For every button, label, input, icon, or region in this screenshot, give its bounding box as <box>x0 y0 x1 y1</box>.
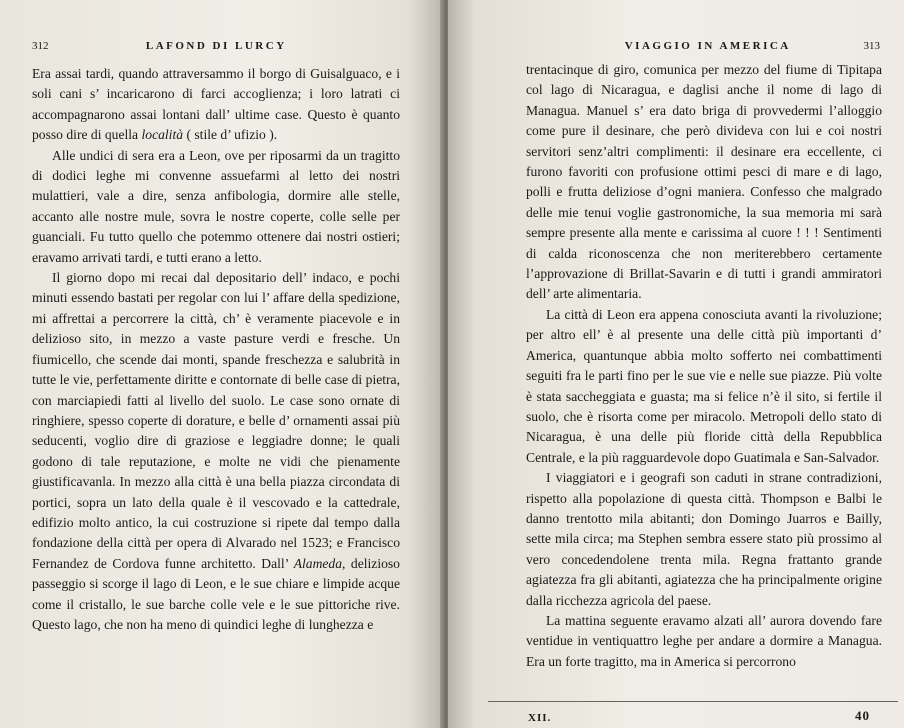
right-page-header <box>532 40 880 52</box>
text-run: La mattina seguente eravamo alzati all’ aurora dovendo fare ventidue in ventiquattro leghe per andare a dormire a Managua. Era un forte tragitto, ma in America si percorrono <box>526 612 882 669</box>
left-page-text <box>32 64 400 635</box>
page-number: 312 <box>32 40 49 52</box>
right-page-text <box>526 60 882 672</box>
text-run: Alle undici di sera era a Leon, ove per riposarmi da un tragitto di dodici leghe mi convenne assuefarmi al letto dei nostri mulattieri, vale a dire, senza anfibologia, dormire alle stelle, accanto alle nostre mule, sovra le nostre coperte, colle selle per guanciali. Fu tutto quello che potemmo ottenere dai nostri ostieri; eravamo arrivati tardi, e tutti erano a letto. <box>32 147 400 265</box>
text-run: ( stile d’ ufizio ). <box>183 127 278 143</box>
signature-number: 40 <box>855 708 870 723</box>
paragraph <box>526 468 882 611</box>
running-head: LAFOND DI LURCY <box>145 40 287 52</box>
text-run: Il giorno dopo mi recai dal depositario dell’ indaco, e pochi minuti essendo bastati per regolar con lui l’ affare della spedizione, mi affrettai a percorrere la città, ch’ è veramente piacevole e in delizioso sito, in mezzo a vaste pasture verdi e fresche. Un fiumicello, che scende dai monti, spande freschezza e salubrità in tutte le vie, perfettamente diritte e contornate di belle case di pietra, con marciapiedi fatti al livello del suolo. Le case sono ornate di ringhiere, spesso coperte di dorature, e belle d’ ornamenti assai più seducenti, voglio dire di graziose e leggiadre donne; le quali godono di tale reputazione, e molte ne vidi che pienamente giustificavanla. In mezzo alla città è una bella piazza circondata di portici, sopra un lato della quale è il vescovado e la cattedrale, edifizio molto antico, la cui costruzione si ripete dal tempo dalla fondazione della città per opera di Alvarado nel 1523; e Francisco Fernandez de Cordova funne architetto. Dall’ <box>32 270 400 571</box>
paragraph <box>32 146 400 268</box>
italic-term: Alameda <box>293 555 343 571</box>
paragraph <box>32 268 400 635</box>
text-run: , delizioso passeggio si scorge il lago di Leon, e le sue chiare e limpide acque come il cristallo, le sue barche colle vele e le sue pittoriche rive. Questo lago, che non ha meno di quindici leghe di lunghezza e <box>32 555 400 632</box>
left-page-header <box>32 40 404 52</box>
paragraph <box>526 305 882 468</box>
italic-term: località <box>141 127 184 143</box>
right-page <box>448 0 904 728</box>
paragraph <box>32 64 400 146</box>
left-page <box>0 0 444 728</box>
text-run: I viaggiatori e i geografi son caduti in strane contradizioni, rispetto alla popolazione di questa città. Thompson e Balbi le danno trentotto mila abitanti; don Domingo Juarros e Bailly, sette mila circa; ma Stephen sembra essere stato più prossimo al vero concedendolene trenta mila. Regna frattanto grande agiatezza fra gli abitanti, agiatezza che ha principalmente origine dalla ricchezza agricola del paese. <box>526 470 882 608</box>
paragraph <box>526 611 882 672</box>
running-head: VIAGGIO IN AMERICA <box>624 40 791 52</box>
footer-rule <box>488 701 898 702</box>
text-run: trentacinque di giro, comunica per mezzo del fiume di Tipitapa col lago di Nicaragua, e daglisi anche il nome di lago di Managua. Manuel s’ era dato briga di provvedermi l’alloggio come pure il desinare, che però divideva con lui e coi nostri servitori senz’altri complimenti: il desinare era eccellente, ci furono favoriti con profusione ottimi pesci di mare e di lago, polli e frutta deliziose d’ogni maniera. Confesso che malgrado delle mie tenui voglie gastronomiche, la sua memoria mi sarà sempre presente alla mente e carissima al cuore ! ! ! Sentimenti di calda riconoscenza che non meriterebbero certamente l’approvazione di Brillat-Savarin e di tutti i grandi ammiratori dell’ arte alimentaria. <box>526 62 882 302</box>
page-number: 313 <box>863 40 880 52</box>
signature-mark: XII. <box>528 712 552 724</box>
text-run: Era assai tardi, quando attraversammo il borgo di Guisalguaco, e i soli cani s’ incaricarono di farci accoglienza; i loro latrati ci accompagnarono assai lontani dall’ ultime case. Questo è quanto posso dire di quella <box>32 66 400 143</box>
text-run: La città di Leon era appena conosciuta avanti la rivoluzione; per altro ell’ è al presente una delle città più importanti d’ America, quantunque abbia molto sofferto nei combattimenti seguiti fra le parti fino per le sue vie e nelle sue piazze. Più volte è stata saccheggiata e guasta; ma si felice n’è il sito, si fertile il suolo, che è risorta come per miracolo. Metropoli dello stato di Nicaragua, è una delle più floride città della Repubblica Centrale, e la più ragguardevole dopo Guatimala e San-Salvador. <box>526 306 882 465</box>
paragraph <box>526 60 882 305</box>
